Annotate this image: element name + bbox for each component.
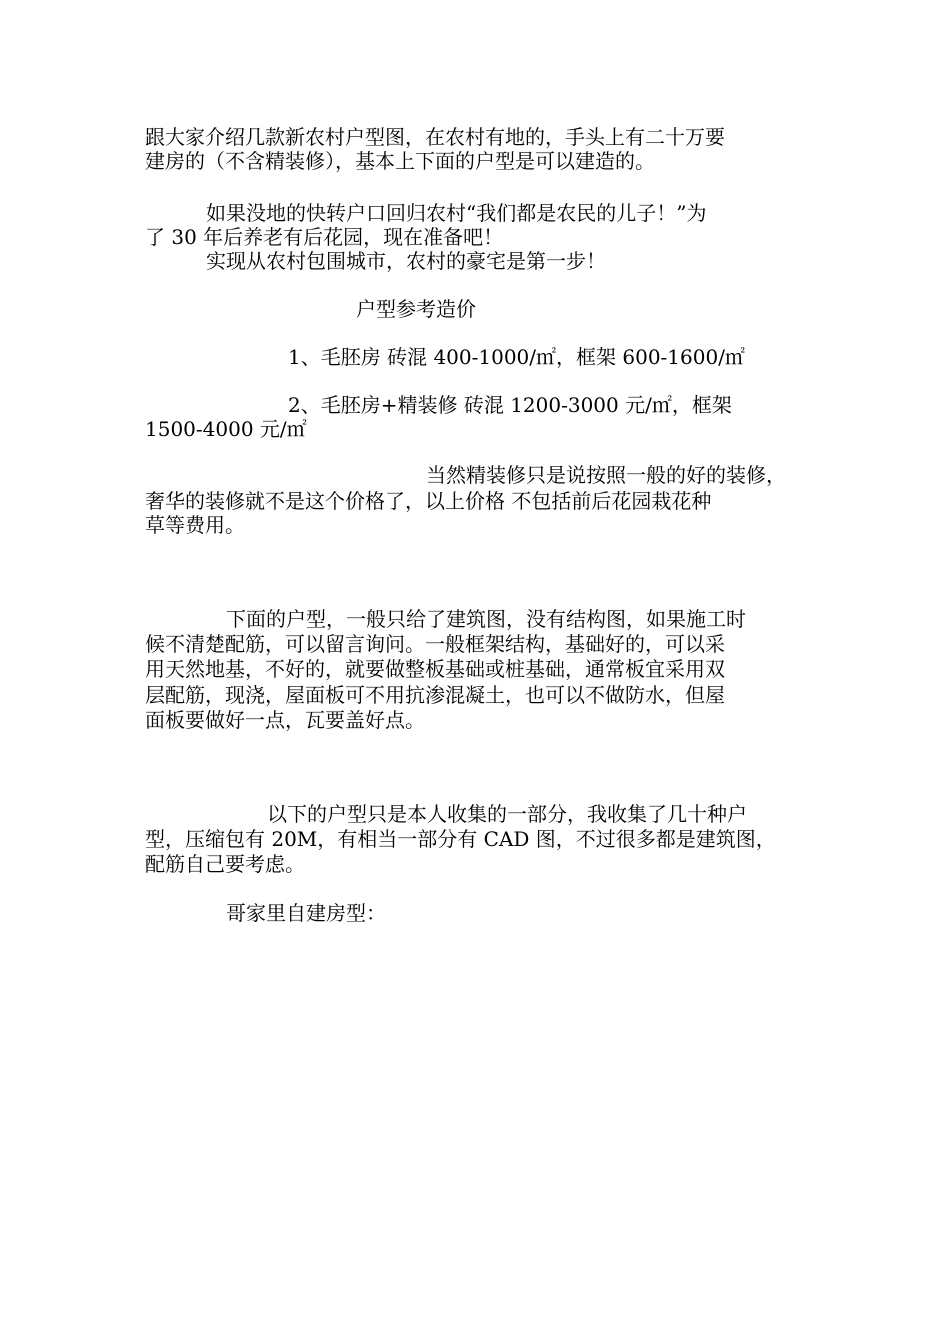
structure-note-line-3: 用天然地基，不好的，就要做整板基础或桩基础，通常板宜采用双 xyxy=(145,657,725,681)
structure-note-line-1: 下面的户型，一般只给了建筑图，没有结构图，如果施工时 xyxy=(226,607,746,631)
appeal-line-1: 如果没地的快转户口回归农村“我们都是农民的儿子！”为 xyxy=(206,201,707,225)
price-heading: 户型参考造价 xyxy=(356,297,476,321)
intro-line-1: 跟大家介绍几款新农村户型图，在农村有地的，手头上有二十万要 xyxy=(145,125,725,149)
structure-note-line-4: 层配筋，现浇，屋面板可不用抗渗混凝土，也可以不做防水，但屋 xyxy=(145,683,725,707)
collection-note-line-2: 型，压缩包有 20M，有相当一部分有 CAD 图，不过很多都是建筑图， xyxy=(145,827,776,851)
structure-note-line-2: 候不清楚配筋，可以留言询问。一般框架结构，基础好的，可以采 xyxy=(145,632,725,656)
structure-note-line-5: 面板要做好一点，瓦要盖好点。 xyxy=(145,708,425,732)
price-note-line-1: 当然精装修只是说按照一般的好的装修， xyxy=(426,463,786,487)
appeal-line-3: 实现从农村包围城市，农村的豪宅是第一步！ xyxy=(206,249,606,273)
price-note-line-3: 草等费用。 xyxy=(145,513,245,537)
price-item-2-cont: 1500-4000 元/㎡ xyxy=(145,417,307,441)
price-item-1: 1、毛胚房 砖混 400-1000/㎡，框架 600-1600/㎡ xyxy=(288,345,745,369)
collection-note-line-3: 配筋自己要考虑。 xyxy=(145,852,305,876)
appeal-line-2: 了 30 年后养老有后花园，现在准备吧！ xyxy=(145,225,504,249)
intro-line-2: 建房的（不含精装修），基本上下面的户型是可以建造的。 xyxy=(145,149,655,173)
collection-note-line-1: 以下的户型只是本人收集的一部分，我收集了几十种户 xyxy=(267,802,747,826)
price-note-line-2: 奢华的装修就不是这个价格了，以上价格 不包括前后花园栽花种 xyxy=(145,489,712,513)
price-item-2: 2、毛胚房+精装修 砖混 1200-3000 元/㎡，框架 xyxy=(288,393,732,417)
closing-line: 哥家里自建房型： xyxy=(226,901,386,925)
